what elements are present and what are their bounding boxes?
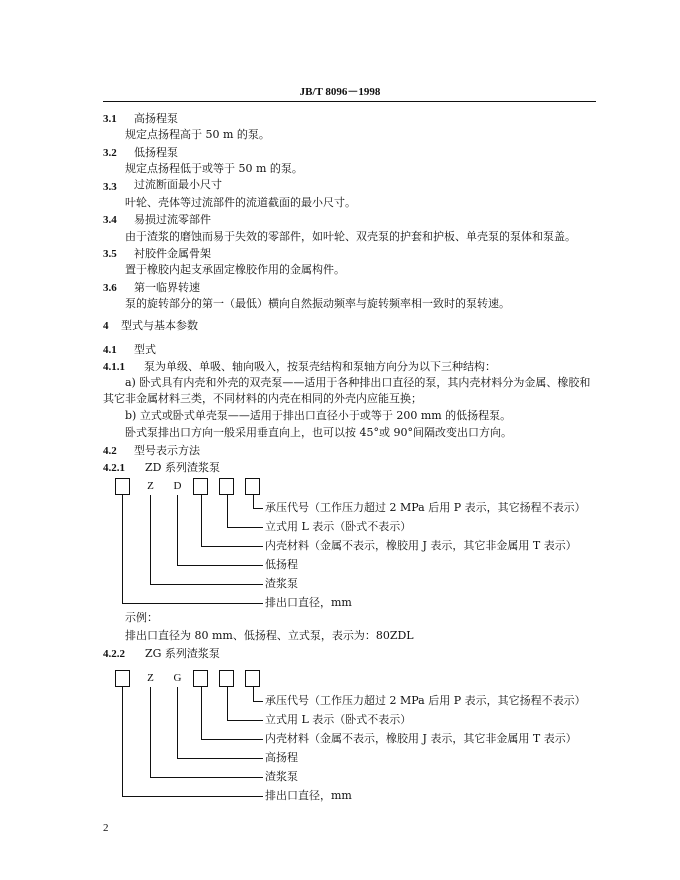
example-text: 排出口直径为 80 mm、低扬程、立式泵，表示为：80ZDL xyxy=(125,629,414,642)
code-label: 高扬程 xyxy=(265,751,298,764)
section-body: 叶轮、壳体等过流部件的流道截面的最小尺寸。 xyxy=(125,196,356,209)
section-body: 由于渣浆的磨蚀而易于失效的零部件，如叶轮、双壳泵的护套和护板、单壳泵的泵体和泵盖。 xyxy=(125,230,576,243)
section-number: 3.6 xyxy=(103,282,117,294)
code-letter: Z xyxy=(147,480,154,492)
leader-line xyxy=(201,687,202,740)
section-number: 4.1.1 xyxy=(103,361,125,373)
section-body: 泵的旋转部分的第一（最低）横向自然振动频率与旋转频率相一致时的泵转速。 xyxy=(125,297,510,310)
section-number: 3.4 xyxy=(103,214,117,226)
leader-line xyxy=(150,777,263,778)
section-title: 低扬程泵 xyxy=(134,146,178,159)
document-header: JB/T 8096－1998 xyxy=(299,86,381,98)
code-label: 内壳材料（金属不表示，橡胶用 J 表示，其它非金属用 T 表示） xyxy=(265,732,577,745)
section-number: 3.1 xyxy=(103,113,117,125)
section-title: 型式 xyxy=(134,343,156,356)
code-box-outlet-diameter xyxy=(115,478,130,495)
example-label: 示例： xyxy=(125,611,158,624)
code-label: 立式用 L 表示（卧式不表示） xyxy=(265,520,412,533)
leader-line xyxy=(122,495,123,604)
leader-line xyxy=(227,687,228,721)
leader-line xyxy=(227,527,263,528)
code-box-inner-material xyxy=(193,670,208,687)
code-box-pressure xyxy=(245,478,260,495)
code-label: 立式用 L 表示（卧式不表示） xyxy=(265,713,412,726)
code-box-outlet-diameter xyxy=(115,670,130,687)
leader-line xyxy=(150,687,151,778)
leader-line xyxy=(150,584,263,585)
list-item-b: b) 立式或卧式单壳泵——适用于排出口直径小于或等于 200 mm 的低扬程泵。 xyxy=(125,409,512,422)
chapter-title: 型式与基本参数 xyxy=(121,319,198,332)
section-number: 4.2.1 xyxy=(103,462,125,474)
section-title: 衬胶件金属骨架 xyxy=(134,247,211,260)
section-body: 规定点扬程低于或等于 50 m 的泵。 xyxy=(125,162,303,175)
section-note: 卧式泵排出口方向一般采用垂直向上，也可以按 45°或 90°间隔改变出口方向。 xyxy=(125,426,512,439)
section-number: 4.1 xyxy=(103,344,117,356)
code-box-vertical xyxy=(219,478,234,495)
leader-line xyxy=(177,495,178,566)
section-body: 置于橡胶内起支承固定橡胶作用的金属构件。 xyxy=(125,263,345,276)
code-letter: G xyxy=(173,672,182,684)
code-label: 低扬程 xyxy=(265,558,298,571)
section-number: 4.2 xyxy=(103,445,117,457)
leader-line xyxy=(253,701,263,702)
leader-line xyxy=(253,687,254,702)
page-number: 2 xyxy=(103,822,109,834)
leader-line xyxy=(150,495,151,585)
code-letter: D xyxy=(173,480,182,492)
code-label: 渣浆泵 xyxy=(265,770,298,783)
section-number: 4.2.2 xyxy=(103,648,125,660)
list-item-a-cont: 其它非金属材料三类，不同材料的内壳在相同的外壳内应能互换； xyxy=(103,392,422,405)
code-box-pressure xyxy=(245,670,260,687)
code-box-vertical xyxy=(219,670,234,687)
code-label: 承压代号（工作压力超过 2 MPa 后用 P 表示，其它扬程不表示） xyxy=(265,694,586,707)
header-rule xyxy=(103,101,596,102)
leader-line xyxy=(122,796,263,797)
list-item-a: a) 卧式具有内壳和外壳的双壳泵——适用于各种排出口直径的泵，其内壳材料分为金属、橡胶和 xyxy=(125,376,591,389)
section-title: ZD 系列渣浆泵 xyxy=(145,461,220,474)
leader-line xyxy=(227,495,228,528)
section-title: 型号表示方法 xyxy=(134,444,200,457)
section-body: 泵为单级、单吸、轴向吸入，按泵壳结构和泵轴方向分为以下三种结构： xyxy=(144,360,496,373)
leader-line xyxy=(253,508,263,509)
section-title: 过流断面最小尺寸 xyxy=(134,178,222,191)
code-label: 内壳材料（金属不表示，橡胶用 J 表示，其它非金属用 T 表示） xyxy=(265,539,577,552)
section-title: 易损过流零部件 xyxy=(134,213,211,226)
section-title: 第一临界转速 xyxy=(134,281,200,294)
leader-line xyxy=(177,565,263,566)
leader-line xyxy=(201,546,263,547)
leader-line xyxy=(201,495,202,547)
section-title: 高扬程泵 xyxy=(134,112,178,125)
leader-line xyxy=(122,603,263,604)
section-number: 3.3 xyxy=(103,181,117,193)
leader-line xyxy=(201,739,263,740)
section-number: 3.5 xyxy=(103,248,117,260)
code-label: 渣浆泵 xyxy=(265,577,298,590)
leader-line xyxy=(177,758,263,759)
leader-line xyxy=(177,687,178,759)
section-title: ZG 系列渣浆泵 xyxy=(145,647,220,660)
code-letter: Z xyxy=(147,672,154,684)
leader-line xyxy=(253,495,254,509)
code-box-inner-material xyxy=(193,478,208,495)
section-number: 3.2 xyxy=(103,147,117,159)
code-label: 排出口直径，mm xyxy=(265,789,352,802)
code-label: 承压代号（工作压力超过 2 MPa 后用 P 表示，其它扬程不表示） xyxy=(265,501,586,514)
section-body: 规定点扬程高于 50 m 的泵。 xyxy=(125,128,270,141)
code-label: 排出口直径，mm xyxy=(265,596,352,609)
leader-line xyxy=(227,720,263,721)
leader-line xyxy=(122,687,123,797)
chapter-number: 4 xyxy=(103,320,109,332)
